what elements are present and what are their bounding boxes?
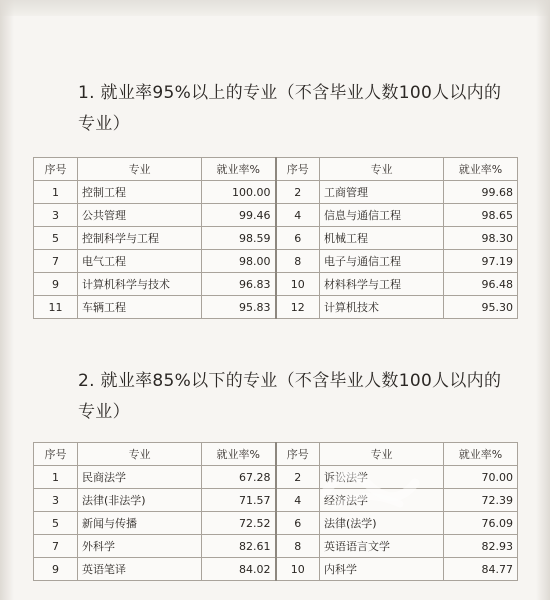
header-rate: 就业率%: [444, 158, 518, 181]
row-rate: 95.83: [202, 296, 276, 319]
header-index: 序号: [34, 443, 78, 466]
row-rate: 71.57: [202, 489, 276, 512]
photo-right-shadow: [536, 0, 550, 600]
row-index: 7: [34, 535, 78, 558]
row-index: 8: [276, 250, 320, 273]
row-rate: 97.19: [444, 250, 518, 273]
row-major: 内科学: [320, 558, 444, 581]
table-row: [34, 250, 518, 273]
row-major: 诉讼法学: [320, 466, 444, 489]
row-major: 经济法学: [320, 489, 444, 512]
row-rate: 98.00: [202, 250, 276, 273]
row-rate: 84.77: [444, 558, 518, 581]
table-row: [34, 227, 518, 250]
row-index: 1: [34, 466, 78, 489]
table-high-employment: [33, 157, 518, 319]
table-row: [34, 181, 518, 204]
table-row: [34, 558, 518, 581]
row-index: 9: [34, 273, 78, 296]
row-rate: 96.48: [444, 273, 518, 296]
header-major: 专业: [78, 158, 202, 181]
row-major: 控制工程: [78, 181, 202, 204]
row-rate: 98.59: [202, 227, 276, 250]
row-major: 材料科学与工程: [320, 273, 444, 296]
row-index: 11: [34, 296, 78, 319]
photo-left-shadow: [0, 0, 14, 600]
row-major: 车辆工程: [78, 296, 202, 319]
row-major: 计算机技术: [320, 296, 444, 319]
row-rate: 76.09: [444, 512, 518, 535]
row-index: 10: [276, 273, 320, 296]
row-major: 新闻与传播: [78, 512, 202, 535]
header-rate: 就业率%: [202, 158, 276, 181]
row-rate: 70.00: [444, 466, 518, 489]
row-rate: 99.46: [202, 204, 276, 227]
row-index: 12: [276, 296, 320, 319]
row-rate: 84.02: [202, 558, 276, 581]
row-major: 机械工程: [320, 227, 444, 250]
row-major: 信息与通信工程: [320, 204, 444, 227]
row-index: 6: [276, 512, 320, 535]
row-rate: 67.28: [202, 466, 276, 489]
table-row: [34, 489, 518, 512]
row-major: 英语语言文学: [320, 535, 444, 558]
header-rate: 就业率%: [444, 443, 518, 466]
row-index: 6: [276, 227, 320, 250]
row-index: 8: [276, 535, 320, 558]
row-rate: 72.39: [444, 489, 518, 512]
row-rate: 95.30: [444, 296, 518, 319]
table-row: [34, 273, 518, 296]
table-low-employment: [33, 442, 518, 581]
row-index: 2: [276, 466, 320, 489]
row-major: 民商法学: [78, 466, 202, 489]
row-major: 法律(法学): [320, 512, 444, 535]
row-rate: 72.52: [202, 512, 276, 535]
row-rate: 98.65: [444, 204, 518, 227]
row-major: 公共管理: [78, 204, 202, 227]
header-index: 序号: [34, 158, 78, 181]
row-index: 4: [276, 489, 320, 512]
row-index: 10: [276, 558, 320, 581]
row-index: 5: [34, 227, 78, 250]
table-row: [34, 535, 518, 558]
table-row: [34, 204, 518, 227]
row-index: 4: [276, 204, 320, 227]
section-1-title: 1. 就业率95%以上的专业（不含毕业人数100人以内的专业）: [78, 83, 502, 134]
header-rate: 就业率%: [202, 443, 276, 466]
row-index: 7: [34, 250, 78, 273]
header-major: 专业: [320, 443, 444, 466]
header-index: 序号: [276, 443, 320, 466]
row-major: 工商管理: [320, 181, 444, 204]
row-index: 2: [276, 181, 320, 204]
table-row: [34, 296, 518, 319]
table-row: [34, 512, 518, 535]
row-major: 法律(非法学): [78, 489, 202, 512]
row-index: 3: [34, 489, 78, 512]
header-index: 序号: [276, 158, 320, 181]
section-2-title: 2. 就业率85%以下的专业（不含毕业人数100人以内的专业）: [78, 371, 502, 422]
row-major: 控制科学与工程: [78, 227, 202, 250]
table-header-row: [34, 443, 518, 466]
row-index: 9: [34, 558, 78, 581]
row-major: 电气工程: [78, 250, 202, 273]
row-rate: 98.30: [444, 227, 518, 250]
row-major: 外科学: [78, 535, 202, 558]
row-index: 1: [34, 181, 78, 204]
row-major: 电子与通信工程: [320, 250, 444, 273]
row-index: 3: [34, 204, 78, 227]
photo-top-edge: [0, 0, 550, 16]
table-header-row: [34, 158, 518, 181]
row-major: 英语笔译: [78, 558, 202, 581]
row-rate: 100.00: [202, 181, 276, 204]
row-rate: 82.93: [444, 535, 518, 558]
header-major: 专业: [78, 443, 202, 466]
row-rate: 99.68: [444, 181, 518, 204]
table-row: [34, 466, 518, 489]
row-index: 5: [34, 512, 78, 535]
row-rate: 96.83: [202, 273, 276, 296]
row-major: 计算机科学与技术: [78, 273, 202, 296]
row-rate: 82.61: [202, 535, 276, 558]
header-major: 专业: [320, 158, 444, 181]
